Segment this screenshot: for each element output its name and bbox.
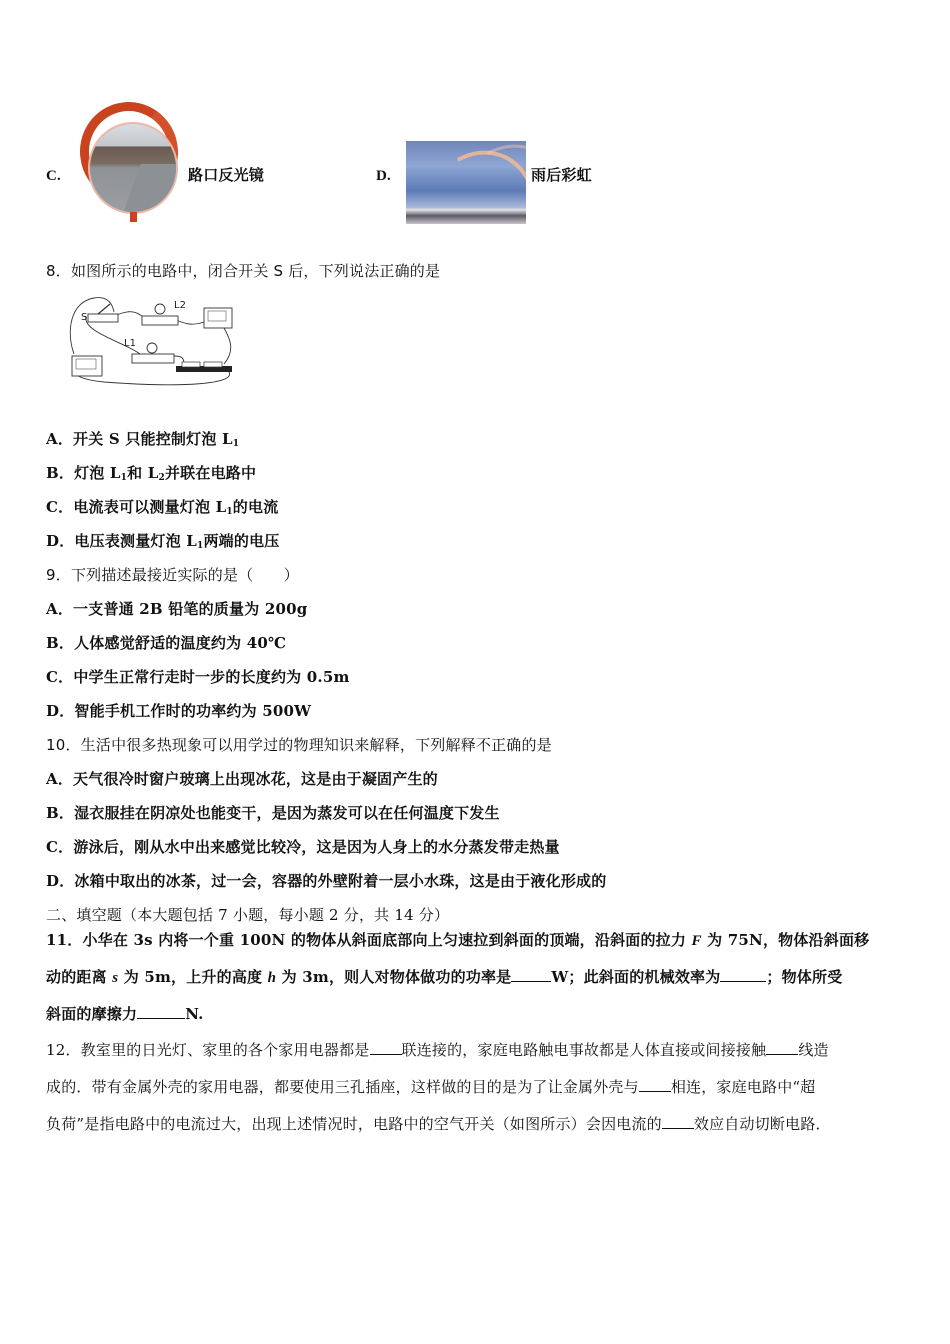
q10-option-b: B．湿衣服挂在阴凉处也能变干，是因为蒸发可以在任何温度下发生 <box>46 804 500 822</box>
q9-option-a: A．一支普通 2B 铅笔的质量为 200g <box>46 600 308 618</box>
q8-stem: 8．如图所示的电路中，闭合开关 S 后，下列说法正确的是 <box>46 262 441 280</box>
q8-option-d: D．电压表测量灯泡 $L_1$两端的电压 <box>46 532 280 551</box>
q8-option-a: A．开关 S 只能控制灯泡 $L_1$ <box>46 430 240 449</box>
voltmeter <box>72 356 102 376</box>
section-heading-fill-in: 二、填空题（本大题包括 7 小题，每小题 2 分，共 14 分） <box>46 906 450 924</box>
convex-mirror-image <box>78 100 182 220</box>
q8-option-c: C．电流表可以测量灯泡 $L_1$的电流 <box>46 498 279 517</box>
option-letter: C. <box>46 168 61 184</box>
answer-blank-efficiency[interactable] <box>720 967 766 982</box>
q7-option-c <box>46 165 61 186</box>
q12-line-2: 成的．带有金属外壳的家用电器，都要使用三孔插座，这样做的目的是为了让金属外壳与 相连，家庭电路中“超 <box>46 1078 816 1096</box>
answer-blank-wire[interactable] <box>766 1040 798 1055</box>
q12-line-1: 12．教室里的日光灯、家里的各个家用电器都是 联连接的，家庭电路触电事故都是人体直接或间接接触 线造 <box>46 1041 829 1059</box>
rainbow-image <box>406 141 526 224</box>
answer-blank-effect[interactable] <box>662 1114 694 1129</box>
svg-text:L2: L2 <box>174 300 186 311</box>
q7-option-d <box>376 165 391 186</box>
q8-option-b: B．灯泡 $L_1$和 $L_2$并联在电路中 <box>46 464 257 483</box>
circuit-diagram <box>64 292 239 388</box>
q11-line-3: 斜面的摩擦力 N. <box>46 1005 204 1023</box>
q9-option-b: B．人体感觉舒适的温度约为 40℃ <box>46 634 287 652</box>
answer-blank-ground[interactable] <box>639 1077 671 1092</box>
answer-blank-connection[interactable] <box>370 1040 402 1055</box>
q9-stem: 9．下列描述最接近实际的是（ ） <box>46 566 299 584</box>
q10-stem: 10．生活中很多热现象可以用学过的物理知识来解释，下列解释不正确的是 <box>46 736 552 754</box>
ammeter <box>204 308 232 328</box>
option-letter: D. <box>376 168 391 184</box>
lamp-l1 <box>124 338 174 363</box>
q11-line-2: 动的距离 s 为 5m，上升的高度 h 为 3m，则人对物体做功的功率是 W；此斜面的机械效率为 ；物体所受 <box>46 968 843 986</box>
q10-option-a: A．天气很冷时窗户玻璃上出现冰花，这是由于凝固产生的 <box>46 770 438 788</box>
q10-option-c: C．游泳后，刚从水中出来感觉比较冷，这是因为人身上的水分蒸发带走热量 <box>46 838 560 856</box>
q11-line-1: 11．小华在 3s 内将一个重 100N 的物体从斜面底部向上匀速拉到斜面的顶端，沿斜面的拉力 F 为 75N，物体沿斜面移 <box>46 931 870 949</box>
answer-blank-power[interactable] <box>511 967 551 982</box>
q9-option-d: D．智能手机工作时的功率约为 500W <box>46 702 312 720</box>
q12-line-3: 负荷”是指电路中的电流过大，出现上述情况时，电路中的空气开关（如图所示）会因电流的 效应自动切断电路． <box>46 1115 831 1133</box>
q7-option-d-label: 雨后彩虹 <box>531 166 592 184</box>
svg-text:L1: L1 <box>124 338 136 349</box>
battery <box>176 362 232 372</box>
q10-option-d: D．冰箱中取出的冰茶，过一会，容器的外壁附着一层小水珠，这是由于液化形成的 <box>46 872 607 890</box>
svg-text:S: S <box>81 312 88 323</box>
q9-option-c: C．中学生正常行走时一步的长度约为 0.5m <box>46 668 350 686</box>
answer-blank-friction[interactable] <box>137 1004 185 1019</box>
q7-option-c-label: 路口反光镜 <box>188 166 265 184</box>
